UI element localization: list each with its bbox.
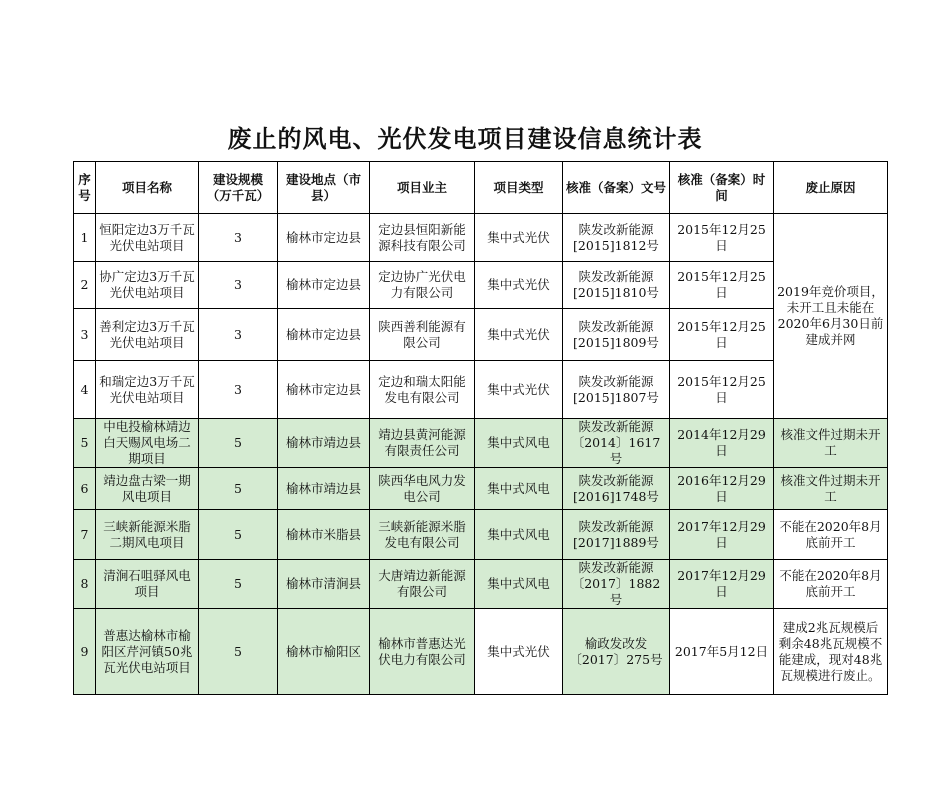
cell-place: 榆林市定边县	[278, 361, 370, 419]
header-date: 核准（备案）时间	[670, 162, 774, 214]
cell-date: 2017年5月12日	[670, 609, 774, 695]
cell-scale: 5	[199, 560, 278, 609]
cell-date: 2015年12月25日	[670, 214, 774, 262]
cell-date: 2014年12月29日	[670, 419, 774, 468]
cell-owner: 三峡新能源米脂发电有限公司	[370, 510, 475, 560]
cell-doc: 陕发改新能源[2015]1810号	[563, 262, 670, 309]
cell-doc: 陕发改新能源[2017]1889号	[563, 510, 670, 560]
table-row	[74, 419, 888, 468]
header-type: 项目类型	[475, 162, 563, 214]
cell-no: 2	[74, 262, 96, 309]
cell-type: 集中式光伏	[475, 609, 563, 695]
cell-type: 集中式光伏	[475, 361, 563, 419]
header-place: 建设地点（市县）	[278, 162, 370, 214]
header-owner: 项目业主	[370, 162, 475, 214]
table-row	[74, 609, 888, 695]
cell-doc: 陕发改新能源〔2014〕1617号	[563, 419, 670, 468]
cell-no: 8	[74, 560, 96, 609]
cell-owner: 靖边县黄河能源有限责任公司	[370, 419, 475, 468]
cell-name: 中电投榆林靖边白天赐风电场二期项目	[96, 419, 199, 468]
cell-name: 和瑞定边3万千瓦光伏电站项目	[96, 361, 199, 419]
header-reason: 废止原因	[774, 162, 888, 214]
cell-reason: 不能在2020年8月底前开工	[774, 510, 888, 560]
cell-place: 榆林市清涧县	[278, 560, 370, 609]
cell-doc: 陕发改新能源[2016]1748号	[563, 468, 670, 510]
cell-no: 1	[74, 214, 96, 262]
cell-date: 2016年12月29日	[670, 468, 774, 510]
cell-scale: 5	[199, 419, 278, 468]
cell-place: 榆林市榆阳区	[278, 609, 370, 695]
cell-type: 集中式光伏	[475, 214, 563, 262]
cell-owner: 定边和瑞太阳能发电有限公司	[370, 361, 475, 419]
header-doc: 核准（备案）文号	[563, 162, 670, 214]
cell-place: 榆林市靖边县	[278, 468, 370, 510]
cell-owner: 陕西华电风力发电公司	[370, 468, 475, 510]
statistics-table	[73, 161, 888, 695]
cell-scale: 3	[199, 309, 278, 361]
table-row	[74, 560, 888, 609]
table-header-row	[74, 162, 888, 214]
cell-reason: 核准文件过期未开工	[774, 419, 888, 468]
cell-reason-merged: 2019年竞价项目，未开工且未能在2020年6月30日前建成并网	[774, 214, 888, 419]
cell-reason: 建成2兆瓦规模后剩余48兆瓦规模不能建成，现对48兆瓦规模进行废止。	[774, 609, 888, 695]
cell-reason: 核准文件过期未开工	[774, 468, 888, 510]
cell-name: 普惠达榆林市榆阳区芹河镇50兆瓦光伏电站项目	[96, 609, 199, 695]
header-no: 序号	[74, 162, 96, 214]
table-row	[74, 468, 888, 510]
cell-date: 2015年12月25日	[670, 309, 774, 361]
cell-name: 清涧石咀驿风电项目	[96, 560, 199, 609]
cell-date: 2015年12月25日	[670, 262, 774, 309]
cell-scale: 3	[199, 361, 278, 419]
cell-doc: 陕发改新能源[2015]1812号	[563, 214, 670, 262]
cell-scale: 5	[199, 510, 278, 560]
header-scale: 建设规模（万千瓦）	[199, 162, 278, 214]
cell-place: 榆林市定边县	[278, 309, 370, 361]
cell-scale: 3	[199, 262, 278, 309]
cell-scale: 5	[199, 468, 278, 510]
cell-type: 集中式光伏	[475, 262, 563, 309]
cell-place: 榆林市定边县	[278, 262, 370, 309]
header-name: 项目名称	[96, 162, 199, 214]
cell-place: 榆林市米脂县	[278, 510, 370, 560]
cell-type: 集中式风电	[475, 419, 563, 468]
table-row	[74, 214, 888, 262]
cell-owner: 定边协广光伏电力有限公司	[370, 262, 475, 309]
cell-no: 9	[74, 609, 96, 695]
cell-name: 善利定边3万千瓦光伏电站项目	[96, 309, 199, 361]
cell-type: 集中式风电	[475, 468, 563, 510]
cell-date: 2017年12月29日	[670, 560, 774, 609]
cell-owner: 大唐靖边新能源有限公司	[370, 560, 475, 609]
table-row	[74, 510, 888, 560]
cell-no: 6	[74, 468, 96, 510]
cell-name: 恒阳定边3万千瓦光伏电站项目	[96, 214, 199, 262]
cell-date: 2015年12月25日	[670, 361, 774, 419]
cell-type: 集中式风电	[475, 560, 563, 609]
cell-type: 集中式风电	[475, 510, 563, 560]
cell-owner: 定边县恒阳新能源科技有限公司	[370, 214, 475, 262]
cell-no: 7	[74, 510, 96, 560]
cell-place: 榆林市靖边县	[278, 419, 370, 468]
cell-doc: 陕发改新能源[2015]1809号	[563, 309, 670, 361]
cell-scale: 5	[199, 609, 278, 695]
cell-owner: 陕西善利能源有限公司	[370, 309, 475, 361]
cell-doc: 陕发改新能源〔2017〕1882号	[563, 560, 670, 609]
table-row	[74, 309, 888, 361]
cell-type: 集中式光伏	[475, 309, 563, 361]
cell-date: 2017年12月29日	[670, 510, 774, 560]
cell-name: 靖边盘古梁一期风电项目	[96, 468, 199, 510]
cell-no: 4	[74, 361, 96, 419]
table-row	[74, 262, 888, 309]
cell-reason: 不能在2020年8月底前开工	[774, 560, 888, 609]
cell-no: 3	[74, 309, 96, 361]
cell-name: 协广定边3万千瓦光伏电站项目	[96, 262, 199, 309]
page-title: 废止的风电、光伏发电项目建设信息统计表	[227, 125, 703, 153]
cell-owner: 榆林市普惠达光伏电力有限公司	[370, 609, 475, 695]
cell-name: 三峡新能源米脂二期风电项目	[96, 510, 199, 560]
cell-doc: 榆政发改发〔2017〕275号	[563, 609, 670, 695]
table-row	[74, 361, 888, 419]
cell-no: 5	[74, 419, 96, 468]
cell-doc: 陕发改新能源[2015]1807号	[563, 361, 670, 419]
cell-scale: 3	[199, 214, 278, 262]
cell-place: 榆林市定边县	[278, 214, 370, 262]
